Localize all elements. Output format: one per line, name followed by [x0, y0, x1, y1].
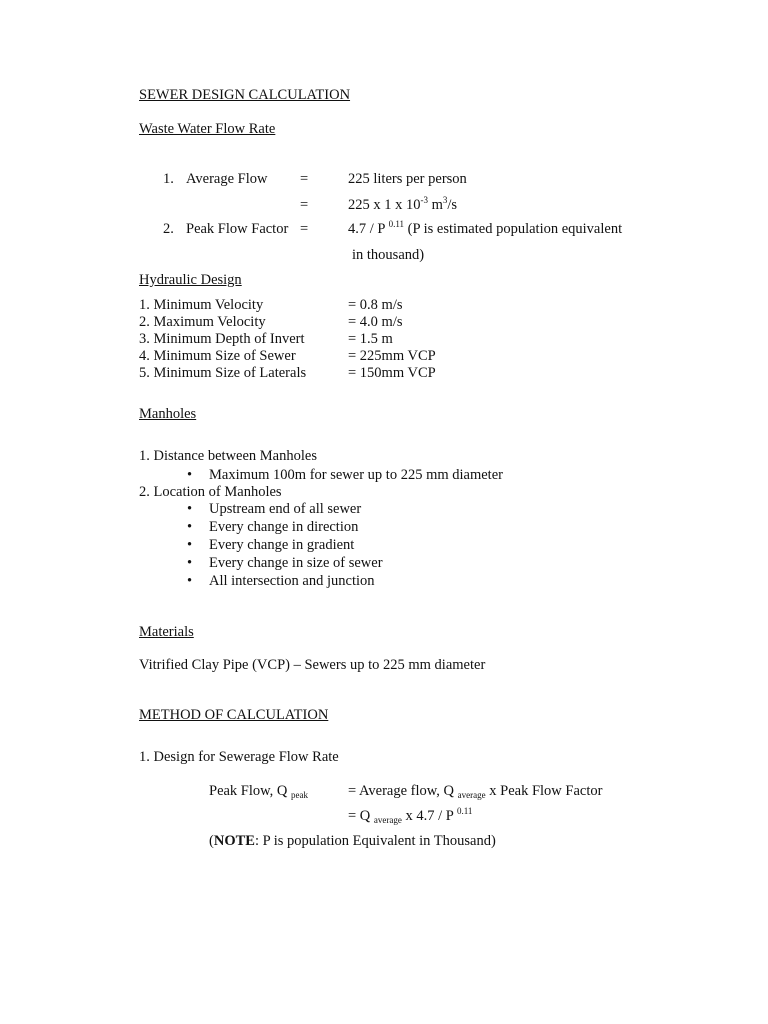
manholes-item2-bullet: Every change in size of sewer [209, 555, 383, 571]
manholes-heading: Manholes [139, 406, 197, 422]
manholes-item2-bullet: All intersection and junction [209, 573, 375, 589]
manholes-item1-bullet: Maximum 100m for sewer up to 225 mm diameter [209, 467, 503, 483]
hydraulic-row-label: 1. Minimum Velocity [139, 297, 264, 313]
flow-item2-label: Peak Flow Factor [186, 221, 289, 237]
materials-text: Vitrified Clay Pipe (VCP) – Sewers up to 225 mm diameter [139, 657, 486, 673]
document-title: SEWER DESIGN CALCULATION [139, 87, 351, 103]
bullet-icon: • [187, 537, 193, 553]
hydraulic-heading: Hydraulic Design [139, 272, 242, 288]
flow-heading: Waste Water Flow Rate [139, 121, 276, 137]
bullet-icon: • [187, 501, 193, 517]
manholes-item2-bullet: Every change in gradient [209, 537, 355, 553]
materials-heading: Materials [139, 624, 194, 640]
method-item1: 1. Design for Sewerage Flow Rate [139, 749, 339, 765]
flow-item2-number: 2. [163, 221, 174, 237]
hydraulic-row-label: 2. Maximum Velocity [139, 314, 266, 330]
hydraulic-row-label: 3. Minimum Depth of Invert [139, 331, 305, 347]
flow-item1-value: 225 liters per person [348, 171, 467, 187]
hydraulic-row-value: = 225mm VCP [348, 348, 436, 364]
hydraulic-row-value: = 1.5 m [348, 331, 393, 347]
hydraulic-row-value: = 150mm VCP [348, 365, 436, 381]
flow-item1-equals: = [300, 171, 309, 187]
bullet-icon: • [187, 555, 193, 571]
peak-flow-equation-2: = Q $_{average}$ x 4.7 / P $^{0.11}$ [348, 806, 473, 825]
manholes-item2: 2. Location of Manholes [139, 484, 282, 500]
bullet-icon: • [187, 467, 193, 483]
flow-item2-continuation: in thousand) [352, 247, 425, 263]
flow-item2-equals: = [300, 221, 309, 237]
peak-flow-label: Peak Flow, Q $_{peak}$ [209, 783, 309, 800]
flow-item1-number: 1. [163, 171, 174, 187]
flow-item2-value: 4.7 / P $^{0.11}$ (P is estimated population equivalent [348, 219, 623, 237]
manholes-item2-bullet: Upstream end of all sewer [209, 501, 362, 517]
peak-flow-equation-1: = Average flow, Q $_{average}$ x Peak Flow Factor [348, 783, 603, 800]
method-heading: METHOD OF CALCULATION [139, 707, 329, 723]
flow-item1b-equals: = [300, 197, 309, 213]
flow-item1-label: Average Flow [186, 171, 268, 187]
manholes-item2-bullet: Every change in direction [209, 519, 359, 535]
hydraulic-row-label: 4. Minimum Size of Sewer [139, 348, 296, 364]
hydraulic-row-label: 5. Minimum Size of Laterals [139, 365, 307, 381]
hydraulic-row-value: = 4.0 m/s [348, 314, 403, 330]
bullet-icon: • [187, 573, 193, 589]
flow-item1b-value: 225 x 1 x $10^{-3}$ $m^3/s$ [348, 195, 458, 213]
bullet-icon: • [187, 519, 193, 535]
manholes-item1: 1. Distance between Manholes [139, 448, 317, 464]
population-note: (NOTE: P is population Equivalent in Thousand) [209, 833, 496, 849]
hydraulic-row-value: = 0.8 m/s [348, 297, 403, 313]
